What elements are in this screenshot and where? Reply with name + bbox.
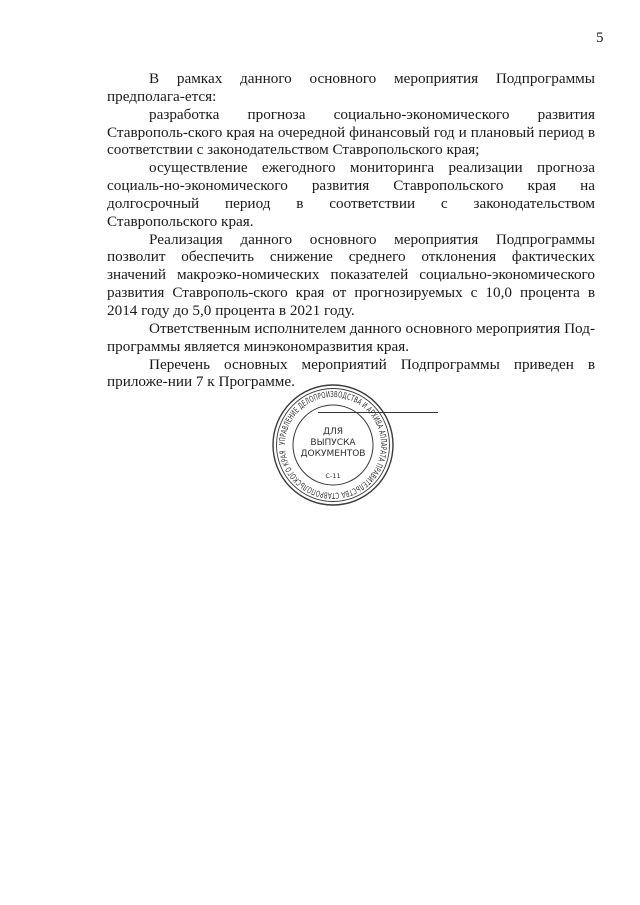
paragraph-responsible-executor: Ответственным исполнителем данного основного мероприятия Под-программы является минэкономразвития края. [107, 319, 595, 355]
paragraph-implementation-result: Реализация данного основного мероприятия Подпрограммы позволит обеспечить снижение среднего отклонения фактических значений макроэко-номических показателей социально-экономического развития Ставрополь-ского края от прогнозируемых с 10,0 процента в 2014 году до 5,0 процента в 2021 году. [107, 230, 595, 319]
stamp-center-line-3: ДОКУМЕНТОВ [300, 449, 366, 459]
paragraph-forecast-monitoring: осуществление ежегодного мониторинга реализации прогноза социаль-но-экономического развития Ставропольского края на долгосрочный период в соответствии с законодательством Ставропольского края. [107, 159, 595, 230]
stamp-outer-text: УПРАВЛЕНИЕ ДЕЛОПРОИЗВОДСТВА И АРХИВА АППАРАТА ПРАВИТЕЛЬСТВА СТАВРОПОЛЬСКОГО КРАЯ [276, 388, 390, 502]
stamp-number: С-11 [325, 472, 341, 480]
stamp-center-line-1: ДЛЯ [322, 427, 344, 437]
body-text [107, 70, 595, 391]
official-stamp [270, 382, 396, 508]
paragraph-forecast-development: разработка прогноза социально-экономического развития Ставрополь-ского края на очередной финансовый год и плановый период в соответствии с законодательством Ставропольского края; [107, 105, 595, 159]
paragraph-intro: В рамках данного основного мероприятия Подпрограммы предполага-ется: [107, 70, 595, 105]
page-number: 5 [596, 30, 604, 46]
paragraph-activities-list: Перечень основных мероприятий Подпрограммы приведен в приложе-нии 7 к Программе. [107, 355, 595, 391]
stamp-center-line-2: ВЫПУСКА [310, 438, 356, 448]
